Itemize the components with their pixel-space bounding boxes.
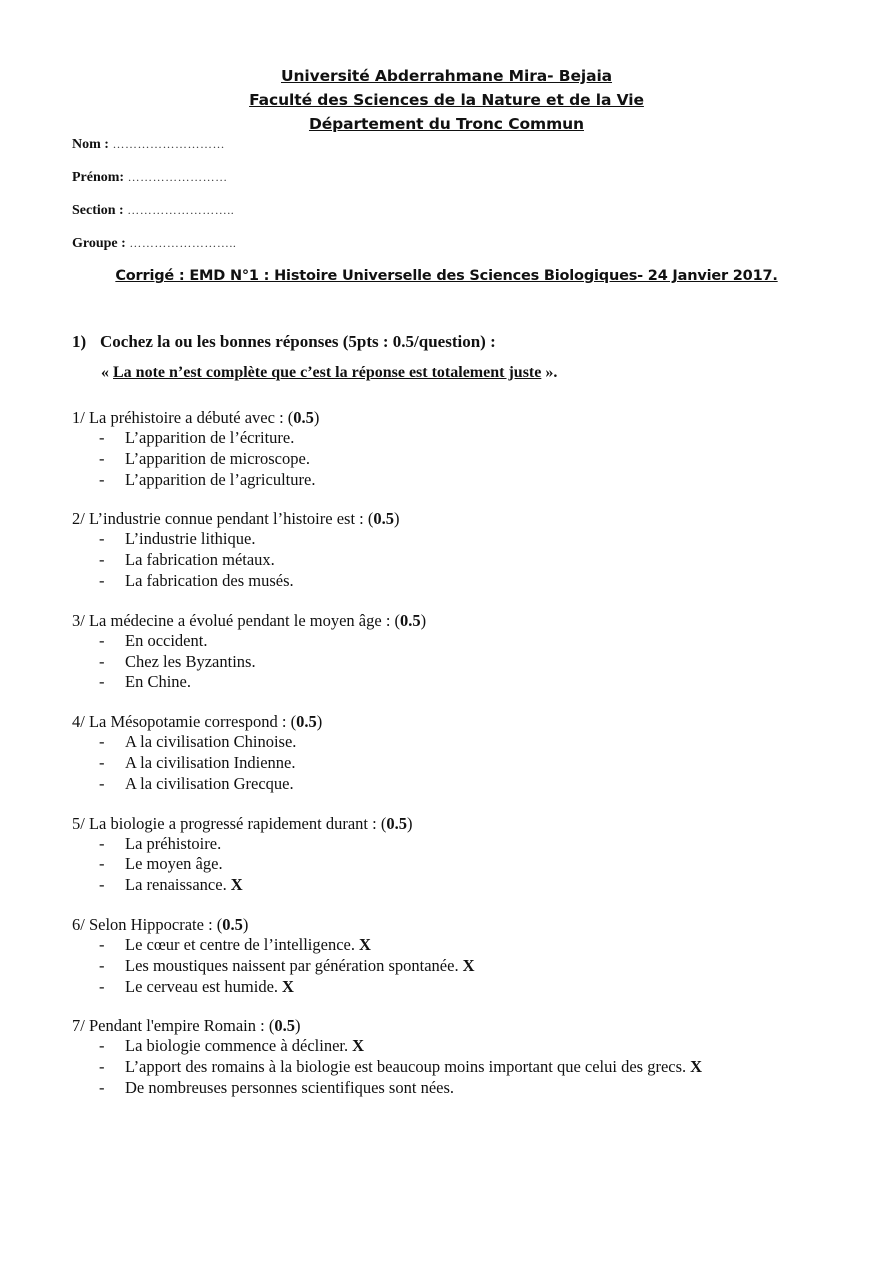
dash-bullet: - (99, 1057, 105, 1077)
option-list (72, 935, 832, 997)
answer-option (72, 529, 832, 550)
question-title (72, 610, 832, 631)
dash-bullet: - (99, 469, 105, 489)
instruction (72, 331, 496, 353)
answer-option (72, 571, 832, 592)
grading-note (101, 364, 557, 382)
question-2 (72, 508, 832, 591)
option-text: Chez les Byzantins. (125, 651, 256, 671)
answer-option (72, 956, 832, 977)
option-text: L’apparition de l’agriculture. (125, 469, 316, 489)
dash-bullet: - (99, 773, 105, 793)
question-text-end: ) (420, 610, 427, 630)
dash-bullet: - (99, 428, 105, 447)
answer-option (72, 834, 832, 855)
dash-bullet: - (99, 1077, 105, 1097)
question-points: 0.5 (274, 1016, 295, 1036)
dash-bullet: - (99, 732, 105, 752)
exam-title: Corrigé : EMD N°1 : Histoire Universelle des Sciences Biologiques- 24 Janvier 2017. (115, 268, 778, 284)
question-4 (72, 711, 832, 794)
answer-option (72, 854, 832, 875)
answer-option (72, 550, 832, 571)
option-text: A la civilisation Chinoise. (125, 732, 297, 752)
field-blank: …………………….. (129, 236, 237, 250)
dash-bullet: - (99, 833, 105, 853)
dash-bullet: - (99, 976, 105, 996)
note-close: ». (541, 364, 558, 381)
answer-option (72, 935, 832, 956)
question-title (72, 914, 832, 935)
answer-option (72, 1057, 832, 1078)
field-nom (72, 134, 236, 167)
question-points: 0.5 (373, 509, 394, 529)
dash-bullet: - (99, 854, 105, 874)
answer-option (72, 449, 832, 470)
document-header (0, 64, 893, 136)
answer-option (72, 875, 832, 896)
question-text: 7/ Pendant l'empire Romain : ( (72, 1016, 275, 1036)
field-blank: …………………….. (127, 203, 235, 217)
question-text-end: ) (394, 509, 400, 529)
option-text: L’industrie lithique. (125, 529, 256, 549)
faculty-name: Faculté des Sciences de la Nature et de la Vie (249, 91, 644, 109)
field-label: Prénom: (72, 170, 125, 185)
option-text: L’apparition de microscope. (125, 448, 310, 468)
question-5 (72, 813, 832, 896)
option-text: En occident. (125, 630, 208, 650)
question-text-end: ) (242, 914, 249, 934)
answer-option (72, 1078, 832, 1099)
option-list (72, 834, 832, 896)
option-text: Le cœur et centre de l’intelligence. (125, 934, 355, 954)
option-text: Les moustiques naissent par génération spontanée. (125, 955, 459, 975)
option-text: L’apport des romains à la biologie est beaucoup moins important que celui des grecs. (125, 1057, 687, 1077)
answer-option (72, 470, 832, 491)
dash-bullet: - (99, 570, 105, 590)
question-title (72, 508, 832, 529)
field-blank: ……………………… (112, 137, 225, 151)
answer-mark: X (358, 934, 371, 954)
note-text: La note n’est complète que c’est la réponse est totalement juste (113, 364, 542, 381)
question-title (72, 813, 832, 834)
answer-option (72, 977, 832, 998)
answer-option (72, 672, 832, 693)
university-name: Université Abderrahmane Mira- Bejaia (280, 67, 613, 85)
field-label: Nom : (72, 137, 109, 152)
instruction-number: 1) (72, 332, 87, 351)
field-blank: …………………… (127, 170, 228, 184)
question-text-end: ) (313, 408, 320, 427)
question-points: 0.5 (296, 712, 317, 732)
question-6 (72, 914, 832, 997)
question-text-end: ) (316, 712, 323, 732)
dash-bullet: - (99, 448, 105, 468)
question-text: 2/ L’industrie connue pendant l’histoire est : ( (72, 509, 374, 529)
option-text: Le moyen âge. (125, 854, 223, 874)
question-text-end: ) (294, 1016, 301, 1036)
field-groupe (72, 233, 236, 266)
answer-option (72, 753, 832, 774)
dash-bullet: - (99, 1036, 105, 1056)
field-section (72, 200, 236, 233)
question-list (72, 407, 832, 1117)
option-text: La biologie commence à décliner. (125, 1036, 349, 1056)
question-text: 6/ Selon Hippocrate : ( (72, 914, 223, 934)
answer-option (72, 428, 832, 449)
dash-bullet: - (99, 550, 105, 570)
dash-bullet: - (99, 672, 105, 692)
question-points: 0.5 (293, 408, 314, 427)
question-title (72, 711, 832, 732)
dash-bullet: - (99, 630, 105, 650)
option-list (72, 732, 832, 794)
option-text: A la civilisation Indienne. (125, 752, 296, 772)
answer-option (72, 732, 832, 753)
question-text: 4/ La Mésopotamie correspond : ( (72, 712, 297, 732)
answer-option (72, 631, 832, 652)
dash-bullet: - (99, 955, 105, 975)
option-text: La renaissance. (125, 875, 227, 895)
dash-bullet: - (99, 651, 105, 671)
option-text: De nombreuses personnes scientifiques sont nées. (125, 1077, 455, 1097)
question-points: 0.5 (400, 610, 421, 630)
question-text: 5/ La biologie a progressé rapidement durant : ( (72, 813, 387, 833)
question-title (72, 407, 832, 428)
answer-option (72, 652, 832, 673)
field-label: Section : (72, 203, 124, 218)
answer-mark: X (230, 875, 243, 895)
question-title (72, 1015, 832, 1036)
note-open: « (101, 364, 113, 381)
option-text: La fabrication métaux. (125, 550, 275, 570)
answer-option (72, 1036, 832, 1057)
option-list (72, 529, 832, 591)
answer-mark: X (282, 976, 294, 996)
dash-bullet: - (99, 934, 105, 954)
dash-bullet: - (99, 529, 105, 549)
field-prenom (72, 167, 236, 200)
option-text: L’apparition de l’écriture. (125, 428, 295, 447)
option-text: A la civilisation Grecque. (125, 773, 294, 793)
option-list (72, 631, 832, 693)
department-name: Département du Tronc Commun (308, 115, 584, 133)
option-list (72, 1036, 832, 1098)
field-label: Groupe : (72, 236, 126, 251)
dash-bullet: - (99, 752, 105, 772)
instruction-text: Cochez la ou les bonnes réponses (5pts : 0.5/question) : (100, 332, 496, 351)
question-text: 3/ La médecine a évolué pendant le moyen âge : ( (72, 610, 401, 630)
option-text: En Chine. (125, 672, 191, 692)
question-1 (72, 407, 832, 490)
question-text: 1/ La préhistoire a débuté avec : ( (72, 408, 294, 427)
question-7 (72, 1015, 832, 1098)
question-text-end: ) (406, 813, 413, 833)
question-points: 0.5 (386, 813, 407, 833)
option-text: La fabrication des musés. (125, 570, 294, 590)
option-list (72, 428, 832, 490)
answer-mark: X (352, 1036, 365, 1056)
dash-bullet: - (99, 875, 105, 895)
option-text: Le cerveau est humide. (125, 976, 279, 996)
answer-mark: X (690, 1057, 703, 1077)
question-3 (72, 610, 832, 693)
question-points: 0.5 (222, 914, 243, 934)
answer-option (72, 774, 832, 795)
student-info-fields (72, 134, 236, 266)
option-text: La préhistoire. (125, 833, 222, 853)
answer-mark: X (462, 955, 475, 975)
